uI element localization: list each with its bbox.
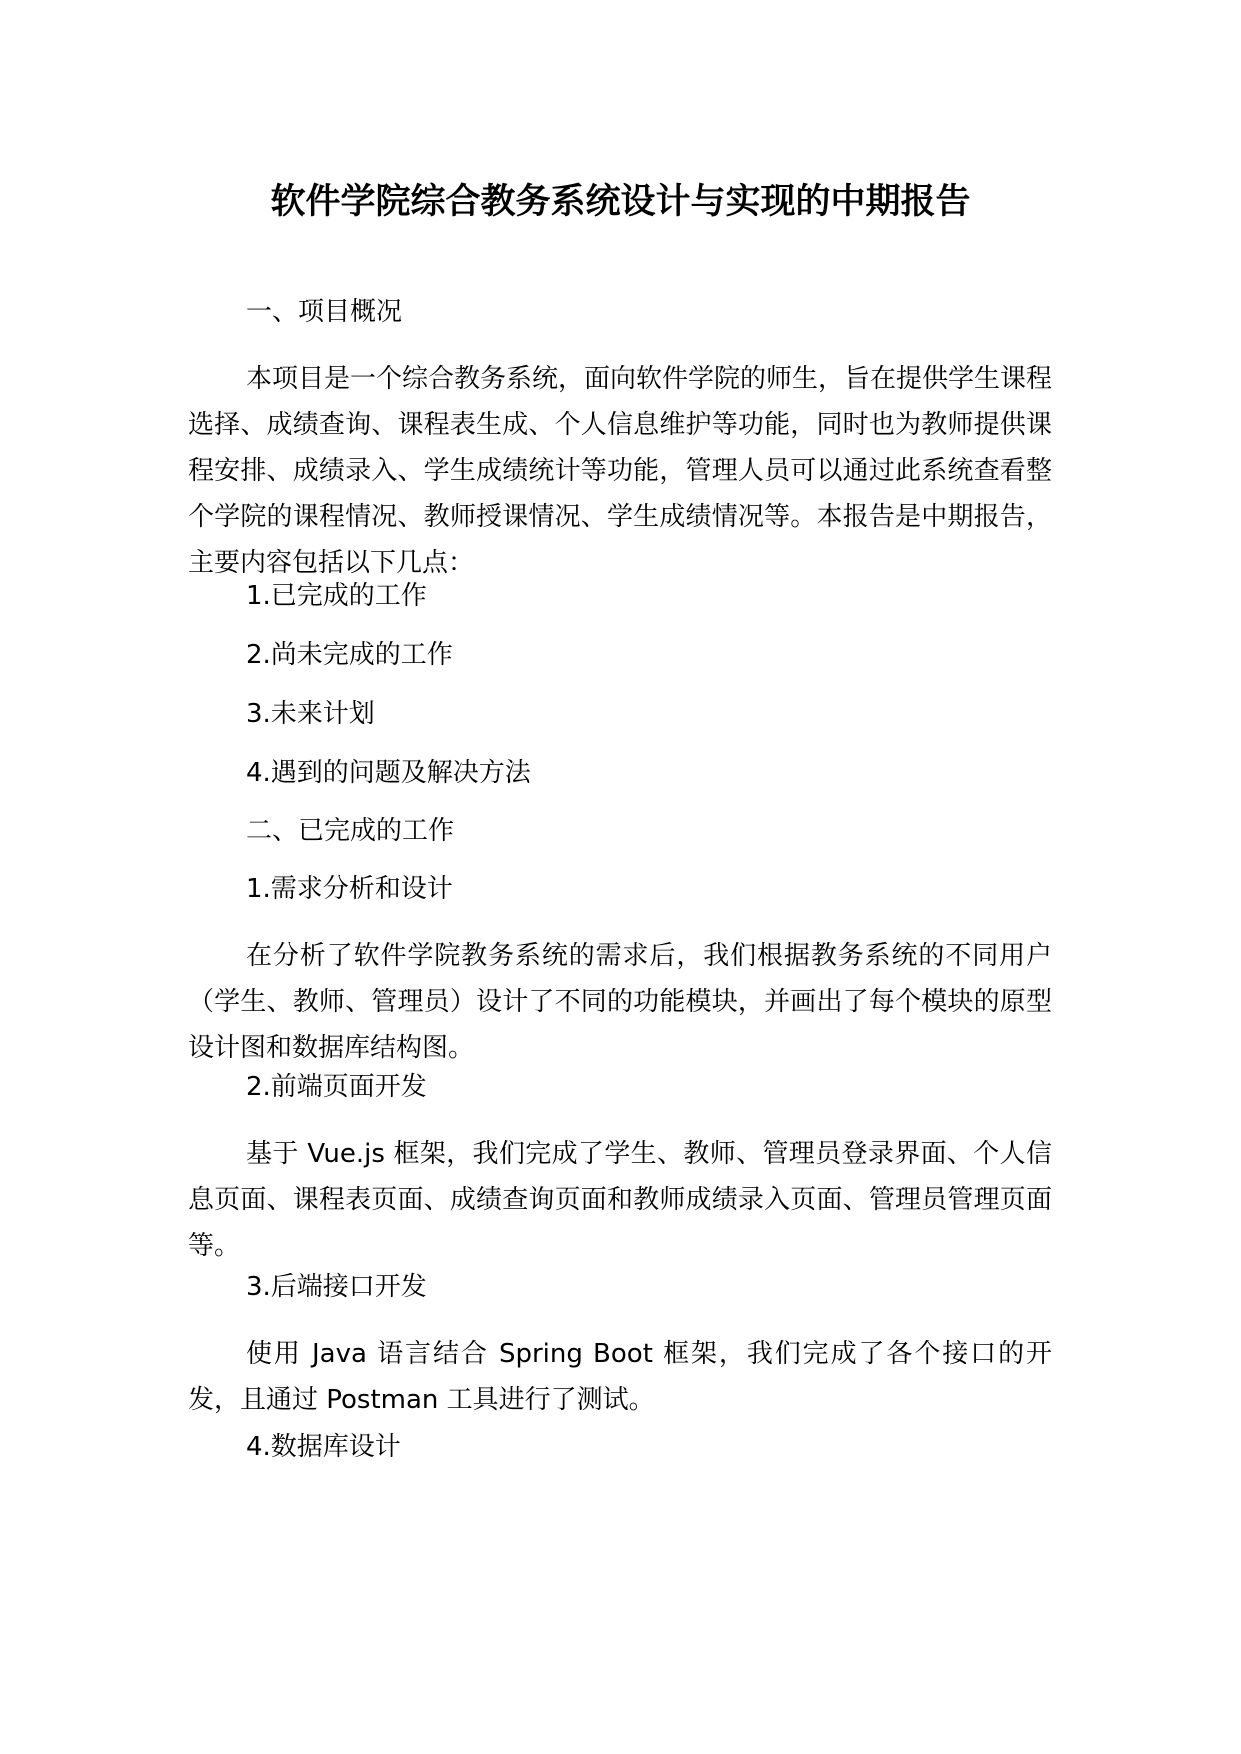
section-heading: 4.数据库设计 (246, 1432, 401, 1462)
section-heading: 3.后端接口开发 (246, 1272, 427, 1302)
section-heading: 1.需求分析和设计 (246, 874, 453, 904)
completed-heading: 二、已完成的工作 (246, 816, 455, 846)
overview-heading: 一、项目概况 (246, 297, 403, 327)
outline-item: 3.未来计划 (246, 699, 375, 729)
overview-paragraph: 本项目是一个综合教务系统，面向软件学院的师生，旨在提供学生课程选择、成绩查询、课程表生成、个人信息维护等功能，同时也为教师提供课程安排、成绩录入、学生成绩统计等功能，管理人员可以通过此系统查看整个学院的课程情况、教师授课情况、学生成绩情况等。本报告是中期报告，主要内容包括以下几点： (188, 364, 1053, 578)
section-heading: 2.前端页面开发 (246, 1072, 427, 1102)
section-paragraph: 使用 Java 语言结合 Spring Boot 框架，我们完成了各个接口的开发，且通过 Postman 工具进行了测试。 (188, 1339, 1052, 1415)
outline-item: 2.尚未完成的工作 (246, 640, 453, 670)
section-paragraph: 在分析了软件学院教务系统的需求后，我们根据教务系统的不同用户（学生、教师、管理员）设计了不同的功能模块，并画出了每个模块的原型设计图和数据库结构图。 (188, 941, 1052, 1063)
section-paragraph: 基于 Vue.js 框架，我们完成了学生、教师、管理员登录界面、个人信息页面、课程表页面、成绩查询页面和教师成绩录入页面、管理员管理页面等。 (188, 1139, 1052, 1261)
document-title: 软件学院综合教务系统设计与实现的中期报告 (270, 182, 971, 222)
outline-item: 1.已完成的工作 (246, 581, 427, 611)
outline-item: 4.遇到的问题及解决方法 (246, 758, 531, 788)
